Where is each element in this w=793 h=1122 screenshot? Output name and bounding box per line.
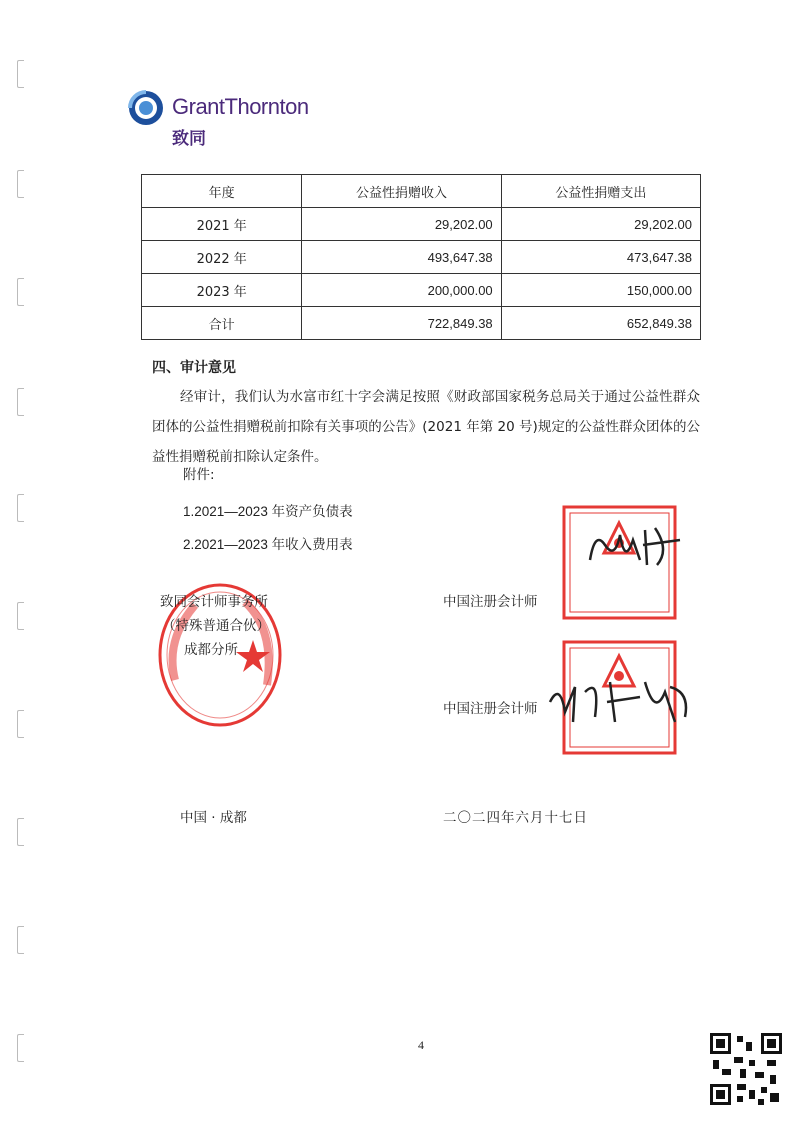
table-cell: 29,202.00 [501, 208, 700, 241]
attachment-item: 1.2021—2023 年资产负债表 [183, 504, 353, 519]
attachments-label: 附件: [183, 467, 215, 483]
binder-mark [17, 1034, 24, 1062]
company-logo [128, 90, 328, 150]
table-total-row [142, 307, 701, 340]
page-number: 4 [418, 1038, 424, 1052]
attachment-item: 2.2021—2023 年收入费用表 [183, 537, 353, 552]
table-cell: 合计 [142, 307, 302, 340]
brand-name-cn: 致同 [172, 129, 206, 149]
table-cell: 2021 年 [142, 208, 302, 241]
binder-mark [17, 278, 24, 306]
binder-mark [17, 388, 24, 416]
signature-2 [545, 672, 695, 727]
table-header: 年度 [142, 175, 302, 208]
table-header-row [142, 175, 701, 208]
table-cell: 2022 年 [142, 241, 302, 274]
grant-thornton-logo-icon [128, 90, 164, 126]
binder-mark [17, 494, 24, 522]
binder-mark [17, 710, 24, 738]
binder-mark [17, 170, 24, 198]
cpa-label: 中国注册会计师 [443, 701, 538, 717]
table-cell: 2023 年 [142, 274, 302, 307]
signature-1 [585, 520, 685, 570]
binder-mark [17, 602, 24, 630]
opinion-paragraph: 经审计，我们认为水富市红十字会满足按照《财政部国家税务总局关于通过公益性群众团体的公益性捐赠税前扣除有关事项的公告》(2021 年第 20 号)规定的公益性群众团体的公益性捐赠税前扣除认定条件。 [152, 389, 700, 465]
brand-name-en: GrantThornton [172, 94, 309, 119]
table-cell: 29,202.00 [302, 208, 501, 241]
firm-name [160, 590, 270, 662]
qr-code-icon [710, 1033, 782, 1105]
table-header: 公益性捐赠支出 [501, 175, 700, 208]
donation-table [141, 174, 701, 340]
firm-line: 成都分所 [184, 642, 238, 658]
table-row [142, 208, 701, 241]
table-cell: 473,647.38 [501, 241, 700, 274]
cpa-label: 中国注册会计师 [443, 594, 538, 610]
section-title: 四、审计意见 [152, 360, 236, 376]
location: 中国 · 成都 [180, 810, 247, 826]
table-cell: 722,849.38 [302, 307, 501, 340]
firm-line: 致同会计师事务所 [160, 594, 268, 610]
table-row [142, 274, 701, 307]
firm-line: （特殊普通合伙） [162, 618, 270, 634]
report-date: 二〇二四年六月十七日 [443, 810, 588, 826]
table-cell: 200,000.00 [302, 274, 501, 307]
table-cell: 652,849.38 [501, 307, 700, 340]
table-cell: 150,000.00 [501, 274, 700, 307]
table-row [142, 241, 701, 274]
binder-mark [17, 818, 24, 846]
table-header: 公益性捐赠收入 [302, 175, 501, 208]
binder-mark [17, 60, 24, 88]
table-cell: 493,647.38 [302, 241, 501, 274]
binder-mark [17, 926, 24, 954]
